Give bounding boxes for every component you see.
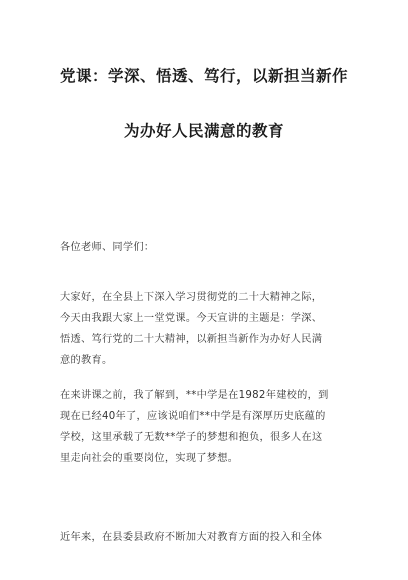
document-title-line-2: 为办好人民满意的教育 [123, 122, 284, 140]
paragraph-line: 意的教育。 [60, 355, 113, 366]
paragraph-line: 近年来，在县委县政府不断加大对教育方面的投入和全体 [60, 532, 323, 543]
paragraph-line: 今天由我跟大家上一堂党课。今天宣讲的主题是：学深、 [60, 313, 323, 324]
document-title-line-1: 党课：学深、悟透、笃行，以新担当新作 [59, 67, 348, 85]
paragraph-line: 里走向社会的重要岗位，实现了梦想。 [60, 453, 239, 464]
paragraph-line: 现在已经40年了，应该说咱们**中学是有深厚历史底蕴的 [60, 411, 326, 422]
paragraph-line: 在来讲课之前，我了解到，**中学是在1982年建校的，到 [60, 390, 329, 401]
paragraph-line: 大家好，在全县上下深入学习贯彻党的二十大精神之际， [60, 292, 323, 303]
greeting-text: 各位老师、同学们： [60, 242, 155, 253]
paragraph-line: 悟透、笃行党的二十大精神，以新担当新作为办好人民满 [60, 334, 323, 345]
paragraph-line: 学校，这里承载了无数**学子的梦想和抱负，很多人在这 [60, 432, 323, 443]
